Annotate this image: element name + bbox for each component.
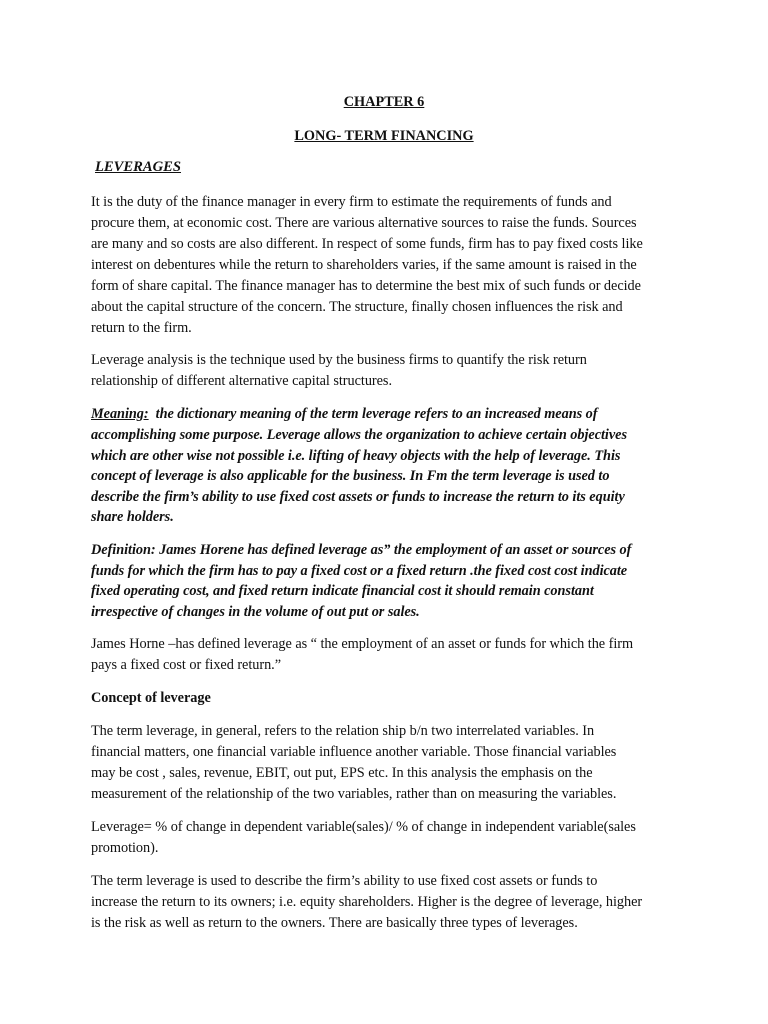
text-line: The term leverage, in general, refers to the relation ship b/n two interrelated variables. In (91, 723, 595, 739)
text-line: describe the firm’s ability to use fixed cost assets or funds to increase the return to its equity (91, 489, 625, 505)
concept-heading: Concept of leverage (91, 690, 211, 706)
text-line: are many and so costs are also different. In respect of some funds, firm has to pay fixed costs like (91, 236, 643, 252)
text-line: pays a fixed cost or fixed return.” (91, 657, 281, 673)
text-line (91, 404, 597, 425)
text-line: fixed operating cost, and fixed return indicate financial cost it should remain constant (91, 583, 594, 599)
text-line: promotion). (91, 840, 159, 856)
text-line: procure them, at economic cost. There are various alternative sources to raise the funds. Sources (91, 215, 637, 231)
text-line: The term leverage is used to describe the firm’s ability to use fixed cost assets or funds to (91, 873, 598, 889)
meaning-label: Meaning: (91, 406, 149, 422)
text-line: Leverage= % of change in dependent variable(sales)/ % of change in independent variable(sales (91, 819, 636, 835)
text-line: may be cost , sales, revenue, EBIT, out put, EPS etc. In this analysis the emphasis on the (91, 765, 593, 781)
text-line: is the risk as well as return to the owners. There are basically three types of leverages. (91, 915, 578, 931)
text-line: Leverage analysis is the technique used by the business firms to quantify the risk return (91, 352, 587, 368)
text-line: It is the duty of the finance manager in every firm to estimate the requirements of funds and (91, 194, 612, 210)
chapter-number: CHAPTER 6 (343, 94, 425, 110)
meaning-text: the dictionary meaning of the term leverage refers to an increased means of (148, 406, 598, 422)
text-line: about the capital structure of the concern. The structure, finally chosen influences the risk and (91, 299, 623, 315)
text-line: irrespective of changes in the volume of out put or sales. (91, 604, 420, 620)
text-line: increase the return to its owners; i.e. equity shareholders. Higher is the degree of leverage, higher (91, 894, 643, 910)
text-line: measurement of the relationship of the two variables, rather than on measuring the variables. (91, 786, 617, 802)
text-line: financial matters, one financial variable influence another variable. Those financial variables (91, 744, 617, 760)
text-line: accomplishing some purpose. Leverage allows the organization to achieve certain objectives (91, 427, 627, 443)
text-line: share holders. (91, 509, 174, 525)
text-line: funds for which the firm has to pay a fixed cost or a fixed return .the fixed cost cost indicate (91, 563, 628, 579)
text-line: Definition: James Horene has defined leverage as” the employment of an asset or sources of (91, 542, 632, 558)
chapter-title: LONG- TERM FINANCING (294, 128, 474, 144)
text-line: interest on debentures while the return to shareholders varies, if the same amount is raised in the (91, 257, 637, 273)
text-line: return to the firm. (91, 320, 192, 336)
text-line: James Horne –has defined leverage as “ the employment of an asset or funds for which the firm (91, 636, 634, 652)
section-heading-leverages: LEVERAGES (95, 159, 181, 175)
text-line: which are other wise not possible i.e. lifting of heavy objects with the help of leverage. This (91, 448, 621, 464)
text-line: relationship of different alternative capital structures. (91, 373, 392, 389)
text-line: concept of leverage is also applicable for the business. In Fm the term leverage is used to (91, 468, 610, 484)
text-line: form of share capital. The finance manager has to determine the best mix of such funds or decide (91, 278, 641, 294)
